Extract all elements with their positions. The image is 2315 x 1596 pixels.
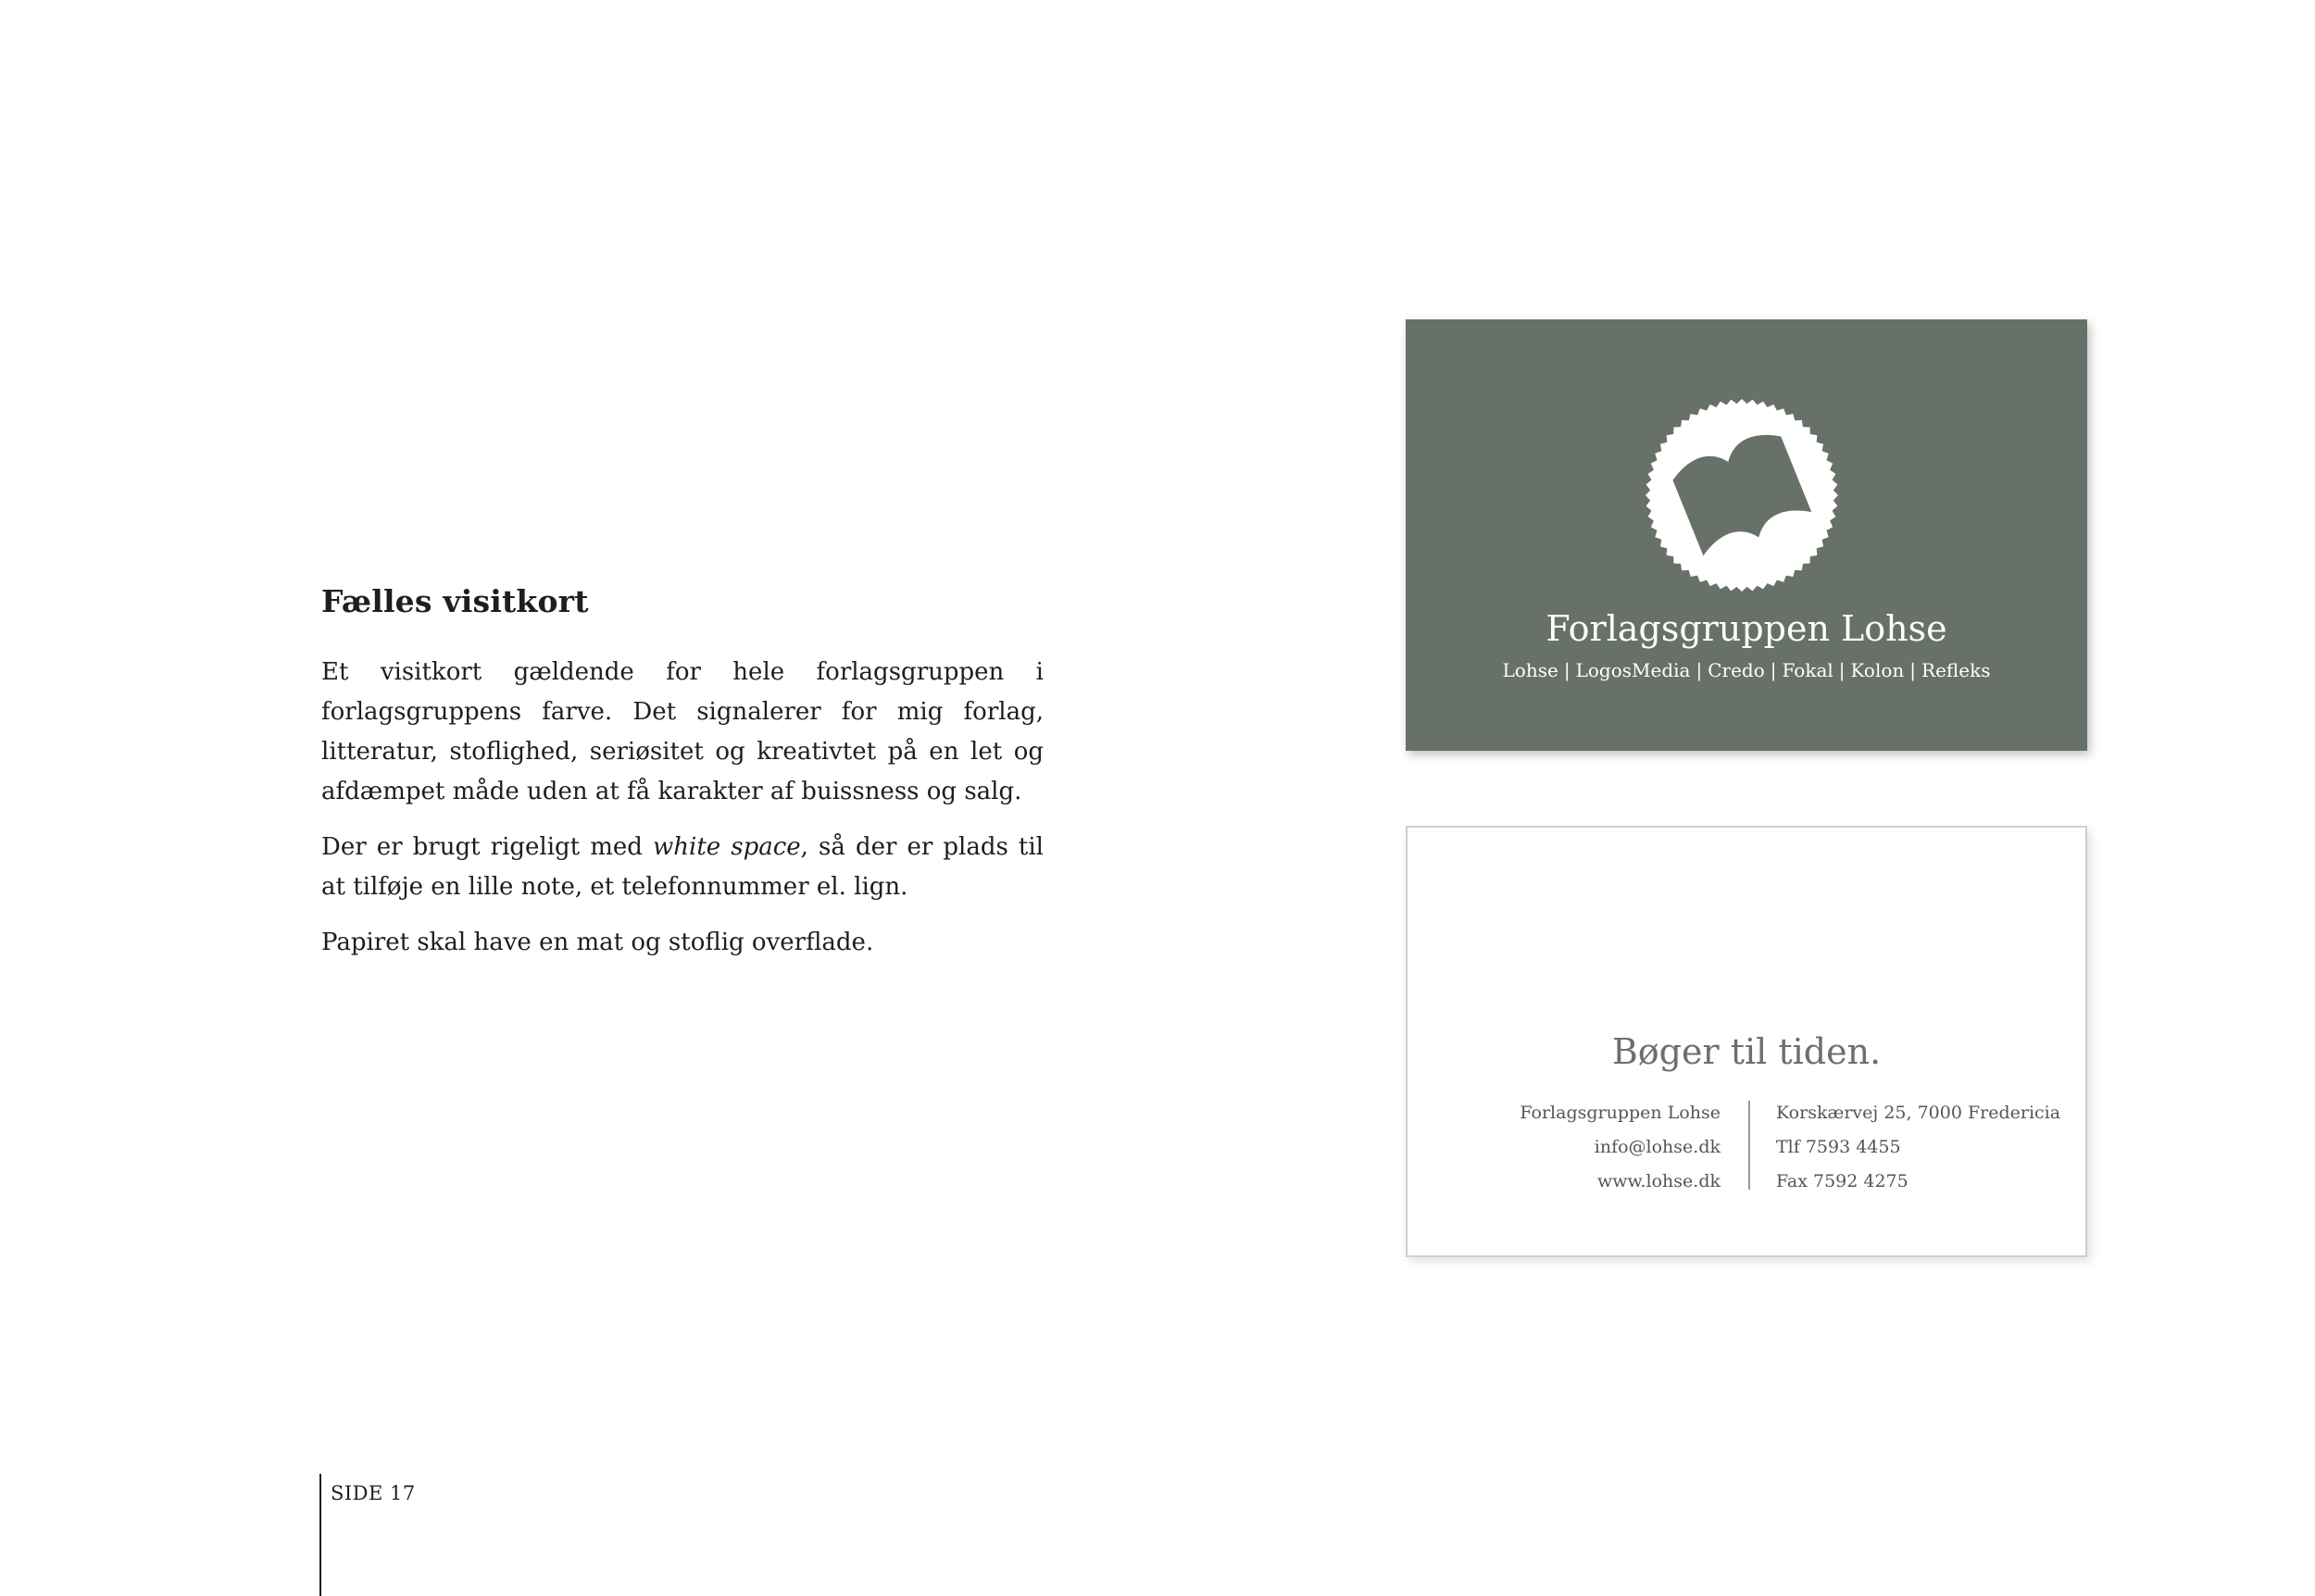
business-card-back: [1406, 826, 2087, 1257]
paragraph-2-text-end: , så der er plads til at tilføje en lille note, et telefonnummer el. lign.: [321, 833, 1045, 901]
white-space-term: white space: [653, 833, 801, 861]
contact-block-right: [1776, 1096, 2060, 1199]
imprint-list: [1406, 659, 2087, 681]
contact-company: Forlagsgruppen Lohse: [1520, 1103, 1721, 1123]
tagline: Bøger til tiden.: [1611, 1031, 1882, 1072]
contact-email: info@lohse.dk: [1594, 1137, 1721, 1157]
imprint-separator: |: [1563, 659, 1570, 681]
imprint-credo: Credo: [1708, 659, 1765, 681]
contact-phone: Tlf 7593 4455: [1776, 1137, 1901, 1157]
contact-divider: [1748, 1101, 1750, 1190]
imprint-logosmedia: LogosMedia: [1575, 659, 1691, 681]
section-heading: Fælles visitkort: [321, 583, 589, 619]
paragraph-2: [321, 828, 1044, 907]
imprint-separator: |: [1770, 659, 1777, 681]
contact-block-left: [1520, 1096, 1721, 1199]
footer-rule: [319, 1474, 321, 1596]
imprint-separator: |: [1696, 659, 1703, 681]
contact-fax: Fax 7592 4275: [1776, 1171, 1908, 1191]
contact-address: Korskærvej 25, 7000 Fredericia: [1776, 1103, 2061, 1123]
imprint-lohse: Lohse: [1502, 659, 1558, 681]
paragraph-1: Et visitkort gældende for hele forlagsgruppen i forlagsgruppens farve. Det signalerer for mig forlag, litteratur, stoflighed, seriøsitet og kreativtet på en let og afdæmpet måde uden at få karakter af buissness og salg.: [321, 658, 1044, 805]
paragraph-2-text-start: Der er brugt rigeligt med: [321, 833, 653, 861]
imprint-refleks: Refleks: [1921, 659, 1991, 681]
business-card-front: [1406, 319, 2087, 751]
paragraph-3: Papiret skal have en mat og stoflig overflade.: [321, 929, 874, 956]
imprint-separator: |: [1838, 659, 1846, 681]
page-number: SIDE 17: [331, 1482, 416, 1504]
open-book-seal-icon: [1645, 398, 1839, 592]
imprint-fokal: Fokal: [1782, 659, 1833, 681]
company-name: Forlagsgruppen Lohse: [1545, 608, 1947, 649]
body-text: [321, 653, 1044, 979]
imprint-kolon: Kolon: [1850, 659, 1905, 681]
contact-website: www.lohse.dk: [1596, 1171, 1721, 1191]
imprint-separator: |: [1909, 659, 1917, 681]
